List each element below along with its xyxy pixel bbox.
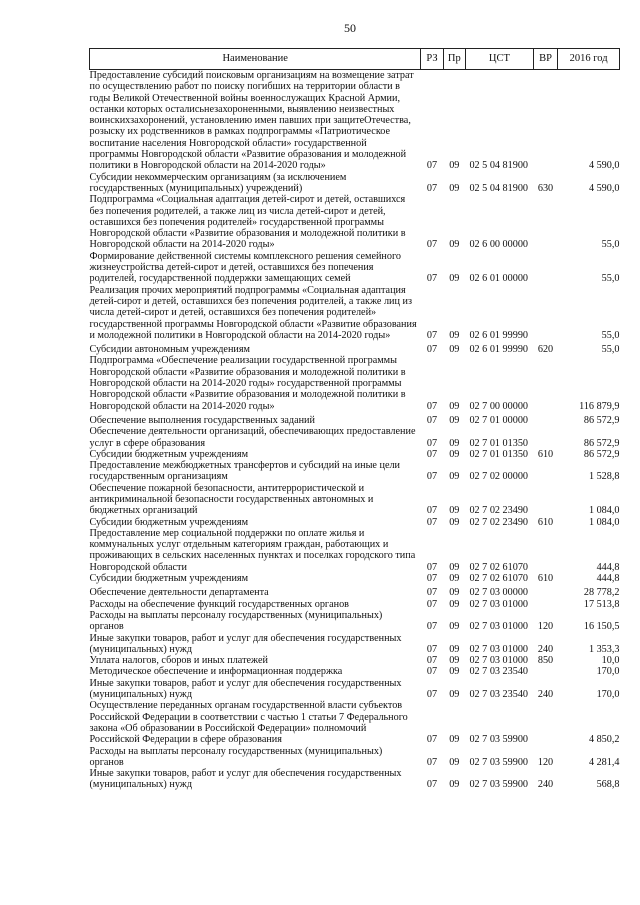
cell-pr: 09: [449, 756, 460, 768]
table-row: [90, 449, 620, 460]
cell-name: Уплата налогов, сборов и иных платежей: [89, 655, 268, 667]
table-header: [90, 49, 620, 70]
cell-vr: 120: [537, 756, 554, 768]
table-row: [90, 483, 620, 517]
cell-pr: 09: [449, 448, 460, 460]
cell-rz: 07: [426, 598, 438, 610]
cell-pr: 09: [449, 734, 460, 746]
cell-rz: 07: [426, 655, 438, 667]
header-cst: ЦСТ: [465, 49, 533, 70]
cell-sum: 170,0: [596, 689, 620, 701]
cell-pr: 09: [449, 573, 460, 585]
cell-sum: 86 572,9: [583, 448, 620, 460]
cell-sum: 568,8: [596, 779, 620, 791]
header-name: Наименование: [90, 49, 421, 70]
cell-rz: 07: [426, 505, 438, 517]
cell-vr: [533, 460, 557, 483]
cell-rz: 07: [426, 573, 438, 585]
cell-name: Обеспечение деятельности департамента: [89, 587, 269, 599]
cell-pr: 09: [449, 598, 460, 610]
cell-vr: [533, 70, 557, 172]
table-row: [90, 666, 620, 677]
cell-cst: 02 7 03 59900: [469, 756, 529, 768]
cell-vr: 610: [537, 448, 554, 460]
cell-vr: [533, 666, 557, 677]
header-vr: ВР: [533, 49, 557, 70]
cell-cst: 02 7 01 01350: [469, 448, 529, 460]
table-row: [90, 528, 620, 573]
cell-sum: 4 281,4: [588, 756, 620, 768]
cell-vr: [533, 285, 557, 341]
header-pr: Пр: [443, 49, 465, 70]
cell-cst: 02 6 01 99990: [469, 344, 529, 356]
cell-sum: 116 879,9: [579, 400, 620, 412]
cell-sum: 444,8: [596, 573, 620, 585]
cell-name: Субсидии некоммерческим организациям (за исключением государственных (муниципальных) учреждений): [89, 171, 347, 194]
cell-vr: [533, 194, 557, 250]
cell-sum: 55,0: [601, 273, 620, 285]
cell-name: Субсидии бюджетным учреждениям: [89, 448, 249, 460]
header-rz: РЗ: [421, 49, 443, 70]
cell-name: Иные закупки товаров, работ и услуг для обеспечения государственных (муниципальных) нужд: [89, 677, 402, 701]
cell-sum: 444,8: [596, 561, 620, 573]
cell-rz: 07: [426, 182, 438, 194]
cell-sum: 28 778,2: [583, 587, 620, 599]
cell-vr: 610: [537, 573, 554, 585]
page-number: 50: [344, 21, 356, 35]
cell-rz: 07: [426, 756, 438, 768]
cell-cst: 02 7 03 00000: [469, 587, 529, 599]
cell-name: Предоставление мер социальной поддержки по оплате жилья и коммунальных услуг отдельным категориям граждан, работающих и проживающих в сельских населенных пунктах и поселках городского типа Новгородской области: [89, 527, 416, 573]
cell-cst: 02 7 01 00000: [469, 414, 529, 426]
table-row: [90, 194, 620, 250]
cell-name: Реализация прочих мероприятий подпрограммы «Социальная адаптация детей-сирот и детей, оставшихся без попечения родителей, а также лиц из числа детей-сирот и детей, оставшихся без попечения родителей» государственной программы Новгородской области «Развитие образования и молодежной политики в Новгородской области на 2014-2020 годы»: [89, 284, 417, 341]
cell-rz: 07: [426, 561, 438, 573]
cell-cst: 02 7 03 23540: [469, 666, 529, 678]
cell-cst: 02 7 03 01000: [469, 655, 529, 667]
table-row: [90, 70, 620, 172]
cell-vr: 240: [537, 643, 554, 655]
cell-cst: 02 7 01 01350: [469, 437, 529, 449]
cell-rz: 07: [426, 448, 438, 460]
cell-name: Обеспечение выполнения государственных заданий: [89, 414, 315, 426]
cell-cst: 02 7 02 23490: [469, 516, 529, 528]
cell-pr: 09: [449, 621, 460, 633]
cell-vr: [533, 355, 557, 411]
cell-pr: 09: [449, 587, 460, 599]
cell-rz: 07: [426, 779, 438, 791]
cell-pr: 09: [449, 471, 460, 483]
table-row: [90, 584, 620, 598]
cell-vr: 630: [537, 182, 554, 194]
cell-cst: 02 5 04 81900: [469, 182, 529, 194]
cell-name: Предоставление субсидий поисковым организациям на возмещение затрат по осуществлению работ по поиску погибших на территории области в годы Великой Отечественной войны военнослужащих Красной Армии, останки которых осталисьнезахороненными, выявлению неизвестных воинскихзахоронений, установлению имен павших при защитеОтечества, розыску их родственников в рамках подпрограммы «Патриотическое воспитание населения Новгородской области» государственной программы Новгородской области «Развитие образования и молодежной политики в Новгородской области на 2014-2020 годы»: [89, 70, 414, 172]
cell-cst: 02 7 02 00000: [469, 471, 529, 483]
table-row: [90, 251, 620, 285]
cell-pr: 09: [449, 329, 460, 341]
cell-name: Расходы на обеспечение функций государственных органов: [89, 598, 349, 610]
table-row: [90, 412, 620, 426]
cell-sum: 16 150,5: [583, 621, 620, 633]
table-body: [90, 70, 620, 791]
cell-rz: 07: [426, 734, 438, 746]
cell-pr: 09: [449, 414, 460, 426]
table-row: [90, 655, 620, 666]
cell-sum: 1 084,0: [588, 505, 620, 517]
budget-table: [89, 48, 620, 791]
cell-vr: 240: [537, 689, 554, 701]
cell-name: Обеспечение пожарной безопасности, антитеррористической и антикриминальной безопасности государственных автономных и бюджетных организаций: [89, 482, 374, 517]
table-row: [90, 172, 620, 195]
cell-pr: 09: [449, 516, 460, 528]
cell-vr: [533, 528, 557, 573]
cell-name: Обеспечение деятельности организаций, обеспечивающих предоставление услуг в сфере образования: [89, 426, 416, 449]
cell-pr: 09: [449, 437, 460, 449]
cell-sum: 1 353,3: [588, 643, 620, 655]
cell-sum: 1 084,0: [588, 516, 620, 528]
cell-pr: 09: [449, 643, 460, 655]
cell-cst: 02 7 03 01000: [469, 643, 529, 655]
cell-name: Субсидии автономным учреждениям: [89, 344, 250, 356]
cell-rz: 07: [426, 689, 438, 701]
cell-pr: 09: [449, 689, 460, 701]
cell-sum: 1 528,8: [588, 471, 620, 483]
cell-sum: 17 513,8: [583, 598, 620, 610]
cell-rz: 07: [426, 471, 438, 483]
cell-cst: 02 6 01 99990: [469, 329, 529, 341]
header-year: 2016 год: [558, 49, 620, 70]
cell-pr: 09: [449, 160, 460, 172]
cell-rz: 07: [426, 239, 438, 251]
table-row: [90, 599, 620, 610]
cell-cst: 02 7 03 01000: [469, 598, 529, 610]
cell-vr: 620: [537, 344, 554, 356]
cell-pr: 09: [449, 400, 460, 412]
cell-rz: 07: [426, 643, 438, 655]
cell-pr: 09: [449, 779, 460, 791]
cell-pr: 09: [449, 561, 460, 573]
cell-pr: 09: [449, 344, 460, 356]
cell-vr: [533, 584, 557, 598]
cell-name: Расходы на выплаты персоналу государственных (муниципальных) органов: [89, 745, 383, 768]
cell-cst: 02 7 03 23540: [469, 689, 529, 701]
cell-name: Подпрограмма «Обеспечение реализации государственной программы Новгородской области «Развитие образования и молодежной политики в Новгородской области на 2014-2020 годы» государственной программы Новгородской области «Развитие образования и молодежной политики в Новгородской области на 2014-2020 годы»: [89, 355, 406, 412]
cell-rz: 07: [426, 344, 438, 356]
table-row: [90, 285, 620, 341]
cell-name: Иные закупки товаров, работ и услуг для обеспечения государственных (муниципальных) нужд: [89, 632, 402, 655]
table-row: [90, 341, 620, 355]
cell-pr: 09: [449, 182, 460, 194]
cell-vr: [533, 483, 557, 517]
cell-name: Субсидии бюджетным учреждениям: [89, 573, 249, 585]
cell-cst: 02 7 03 59900: [469, 779, 529, 791]
cell-sum: 170,0: [596, 666, 620, 678]
cell-rz: 07: [426, 273, 438, 285]
cell-pr: 09: [449, 505, 460, 517]
table-row: [90, 355, 620, 411]
cell-vr: 240: [537, 779, 554, 791]
cell-name: Осуществление переданных органам государственной власти субъектов Российской Федерации в соответствии с частью 1 статьи 7 Федерального закона «Об образовании в Российской Федерации» полномочий Российской Федерации в сфере образования: [89, 700, 408, 746]
cell-rz: 07: [426, 160, 438, 172]
cell-pr: 09: [449, 239, 460, 251]
cell-name: Предоставление межбюджетных трансфертов и субсидий на иные цели государственным организациям: [89, 460, 401, 483]
cell-cst: 02 7 03 59900: [469, 734, 529, 746]
cell-rz: 07: [426, 329, 438, 341]
table-row: [90, 678, 620, 701]
cell-name: Формирование действенной системы комплексного решения семейного жизнеустройства детей-сирот и детей, оставшихся без попечения родителей, государственной поддержки замещающих семей: [89, 250, 401, 285]
cell-sum: 55,0: [601, 239, 620, 251]
cell-cst: 02 7 00 00000: [469, 400, 529, 412]
cell-cst: 02 7 02 61070: [469, 573, 529, 585]
cell-rz: 07: [426, 437, 438, 449]
cell-name: Подпрограмма «Социальная адаптация детей-сирот и детей, оставшихся без попечения родителей, а также лиц из числа детей-сирот и детей, оставшихся без попечения родителей» государственной программы Новгородской области «Развитие образования и молодежной политики в Новгородской области на 2014-2020 годы»: [89, 194, 406, 251]
cell-cst: 02 6 01 00000: [469, 273, 529, 285]
header-row: [90, 49, 620, 70]
cell-sum: 4 590,0: [588, 182, 620, 194]
cell-sum: 10,0: [601, 655, 620, 667]
table-row: [90, 700, 620, 745]
table-row: [90, 573, 620, 584]
cell-vr: 120: [537, 621, 554, 633]
cell-name: Субсидии бюджетным учреждениям: [89, 516, 249, 528]
cell-cst: 02 7 02 61070: [469, 561, 529, 573]
cell-sum: 55,0: [601, 344, 620, 356]
table-row: [90, 426, 620, 449]
cell-rz: 07: [426, 516, 438, 528]
cell-sum: 86 572,9: [583, 414, 620, 426]
cell-sum: 4 590,0: [588, 160, 620, 172]
cell-vr: [533, 599, 557, 610]
cell-cst: 02 6 00 00000: [469, 239, 529, 251]
cell-rz: 07: [426, 400, 438, 412]
cell-vr: [533, 700, 557, 745]
table-row: [90, 460, 620, 483]
cell-rz: 07: [426, 621, 438, 633]
table-row: [90, 610, 620, 633]
cell-sum: 55,0: [601, 329, 620, 341]
cell-name: Расходы на выплаты персоналу государственных (муниципальных) органов: [89, 609, 383, 633]
cell-cst: 02 7 03 01000: [469, 621, 529, 633]
table-row: [90, 517, 620, 528]
cell-pr: 09: [449, 666, 460, 678]
cell-pr: 09: [449, 273, 460, 285]
cell-vr: 850: [537, 655, 554, 667]
cell-pr: 09: [449, 655, 460, 667]
cell-vr: 610: [537, 516, 554, 528]
cell-rz: 07: [426, 587, 438, 599]
cell-vr: [533, 412, 557, 426]
table-row: [90, 746, 620, 769]
cell-name: Иные закупки товаров, работ и услуг для обеспечения государственных (муниципальных) нужд: [89, 768, 402, 791]
cell-sum: 4 850,2: [588, 734, 620, 746]
cell-vr: [533, 426, 557, 449]
cell-cst: 02 7 02 23490: [469, 505, 529, 517]
cell-vr: [533, 251, 557, 285]
cell-rz: 07: [426, 666, 438, 678]
cell-rz: 07: [426, 414, 438, 426]
cell-name: Методическое обеспечение и информационная поддержка: [89, 666, 343, 678]
cell-sum: 86 572,9: [583, 437, 620, 449]
table-row: [90, 633, 620, 656]
table-row: [90, 768, 620, 791]
cell-cst: 02 5 04 81900: [469, 160, 529, 172]
